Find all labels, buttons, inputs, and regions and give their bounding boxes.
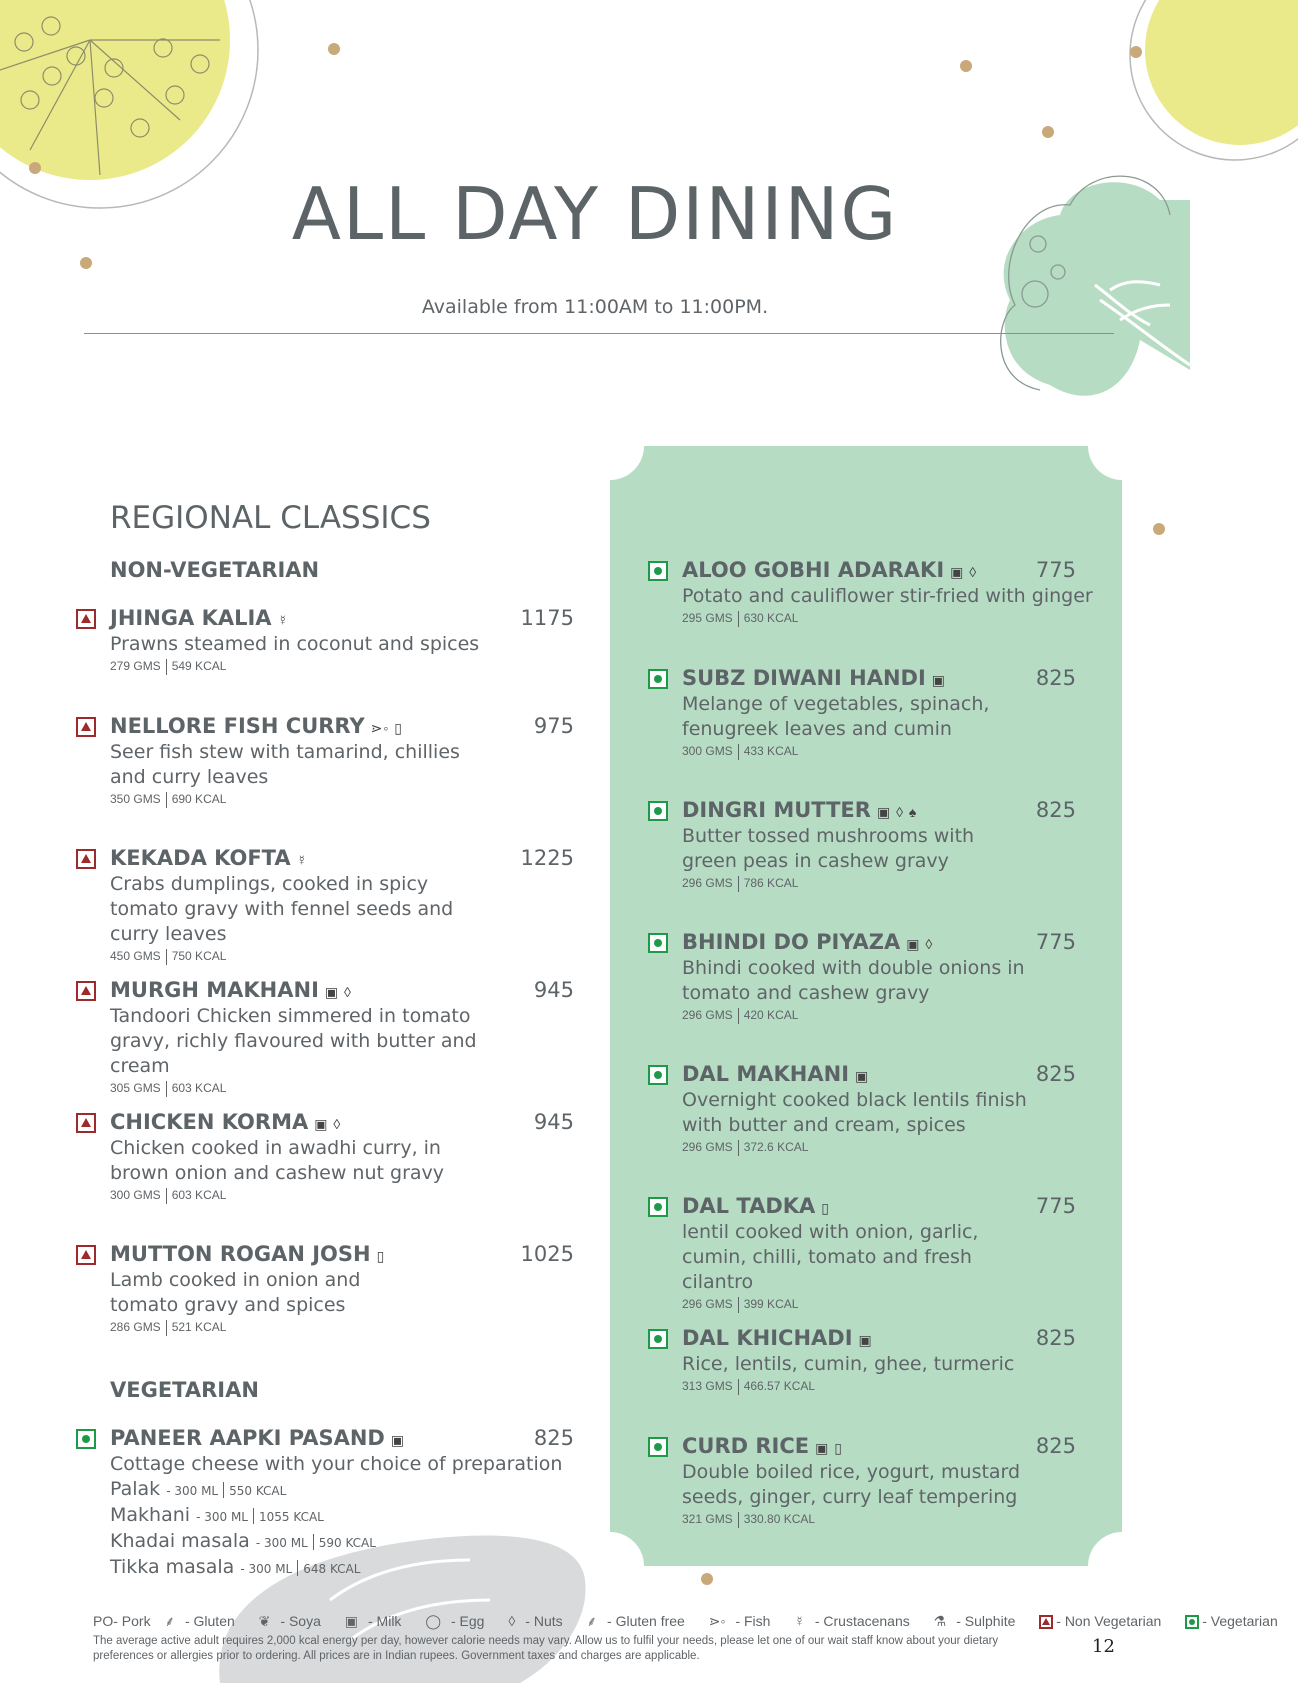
item-nutrition [110, 1081, 574, 1097]
item-weight: 279 GMS [110, 659, 161, 674]
legend-nuts: ◊ - Nuts [508, 1613, 563, 1629]
allergen-icons: ▣ ◊ [314, 1116, 342, 1132]
variant-name: Tikka masala [110, 1556, 235, 1578]
menu-item [682, 666, 1076, 760]
item-weight: 350 GMS [110, 792, 161, 807]
item-calories: 786 KCAL [743, 876, 799, 891]
veg-icon [648, 561, 668, 581]
veg-icon [648, 933, 668, 953]
item-weight: 296 GMS [682, 876, 733, 891]
non-veg-icon [76, 717, 96, 737]
item-price: 1025 [520, 1242, 574, 1266]
variant-name: Palak [110, 1478, 161, 1500]
item-description: Double boiled rice, yogurt, mustard seeds, ginger, curry leaf tempering [682, 1461, 1021, 1508]
allergen-icons: ▯ [821, 1200, 830, 1216]
veg-heading: VEGETARIAN [110, 1378, 259, 1402]
variant-volume: - 300 ML [240, 1562, 293, 1576]
item-weight: 305 GMS [110, 1081, 161, 1096]
non-veg-icon [76, 1245, 96, 1265]
menu-item [110, 714, 574, 808]
soya-icon: ❦ [258, 1613, 271, 1629]
menu-item [682, 1194, 1076, 1313]
item-calories: 603 KCAL [171, 1081, 227, 1096]
item-nutrition [682, 876, 1076, 892]
item-calories: 750 KCAL [171, 949, 227, 964]
item-description: Tandoori Chicken simmered in tomato gravy, richly flavoured with butter and cream [110, 1005, 477, 1077]
variant-row [110, 1477, 574, 1503]
menu-item [110, 1242, 574, 1336]
item-weight: 321 GMS [682, 1512, 733, 1527]
item-nutrition [110, 1320, 574, 1336]
legend-pork: PO- Pork [93, 1613, 151, 1629]
item-description: lentil cooked with onion, garlic, cumin, chilli, tomato and fresh cilantro [682, 1221, 979, 1293]
menu-item [682, 1434, 1076, 1528]
item-description: Seer fish stew with tamarind, chillies and curry leaves [110, 741, 460, 788]
item-name: MURGH MAKHANI [110, 978, 319, 1002]
item-calories: 330.80 KCAL [743, 1512, 816, 1527]
variant-calories: 590 KCAL [318, 1536, 376, 1550]
allergen-icons: ▣ [931, 672, 947, 688]
item-nutrition [682, 1379, 1076, 1395]
allergen-icons: ▣ ◊ ♠ [876, 804, 918, 820]
menu-item [682, 1326, 1076, 1395]
non-veg-icon [76, 981, 96, 1001]
item-nutrition [682, 1297, 1076, 1313]
allergen-legend [93, 1612, 1298, 1631]
non-veg-icon [76, 1113, 96, 1133]
item-price: 945 [533, 1110, 574, 1134]
item-nutrition [110, 659, 574, 675]
item-price: 775 [1035, 930, 1076, 954]
allergen-icons: ⋗◦ ▯ [370, 720, 403, 736]
variant-volume: - 300 ML [166, 1484, 219, 1498]
item-calories: 521 KCAL [171, 1320, 227, 1335]
variant-calories: 648 KCAL [303, 1562, 361, 1576]
item-price: 825 [533, 1426, 574, 1450]
item-name: JHINGA KALIA [110, 606, 272, 630]
item-price: 825 [1035, 1326, 1076, 1350]
item-nutrition [682, 1008, 1076, 1024]
item-calories: 372.6 KCAL [743, 1140, 809, 1155]
item-calories: 420 KCAL [743, 1008, 799, 1023]
item-nutrition [682, 611, 1076, 627]
variant-row [110, 1555, 574, 1581]
allergen-icons: ▣ ◊ [950, 564, 978, 580]
item-description: Cottage cheese with your choice of preparation [110, 1453, 563, 1475]
item-calories: 549 KCAL [171, 659, 227, 674]
item-weight: 450 GMS [110, 949, 161, 964]
legend-egg: ◯ - Egg [425, 1613, 485, 1629]
menu-item [110, 978, 574, 1097]
item-weight: 296 GMS [682, 1008, 733, 1023]
egg-icon: ◯ [425, 1613, 441, 1629]
nonveg-heading: NON-VEGETARIAN [110, 558, 320, 582]
disclaimer-text: The average active adult requires 2,000 kcal energy per day, however calorie needs may vary. Allow us to fulfil your needs, please let one of our wait staff know about your dietary preferences or allergies prior to ordering. All prices are in Indian rupees. Government taxes and charges are applicable. [93, 1635, 999, 1662]
variant-row [110, 1503, 574, 1529]
variant-volume: - 300 ML [196, 1510, 248, 1524]
title-divider [84, 333, 1114, 334]
item-description: Lamb cooked in onion and tomato gravy and spices [110, 1269, 361, 1316]
item-price: 775 [1035, 1194, 1076, 1218]
variant-volume: - 300 ML [255, 1536, 308, 1550]
veg-icon [76, 1429, 96, 1449]
allergen-icons: ▯ [376, 1248, 386, 1264]
item-weight: 313 GMS [682, 1379, 733, 1394]
item-name: CHICKEN KORMA [110, 1110, 309, 1134]
menu-item [110, 606, 574, 675]
menu-item-paneer [110, 1426, 574, 1581]
legend-non-veg: - Non Vegetarian [1039, 1613, 1171, 1629]
allergen-icons: ▣ [855, 1068, 870, 1084]
item-description: Rice, lentils, cumin, ghee, turmeric [682, 1353, 1015, 1375]
item-calories: 399 KCAL [743, 1297, 799, 1312]
veg-icon [648, 801, 668, 821]
item-weight: 286 GMS [110, 1320, 161, 1335]
allergen-icons: ▣ [390, 1432, 406, 1448]
variant-calories: 550 KCAL [229, 1484, 287, 1498]
item-name: CURD RICE [682, 1434, 810, 1458]
menu-item [682, 1062, 1076, 1156]
item-nutrition [682, 744, 1076, 760]
item-description: Chicken cooked in awadhi curry, in brown onion and cashew nut gravy [110, 1137, 445, 1184]
crab-icon: ☿ [794, 1613, 805, 1629]
menu-item [110, 1110, 574, 1204]
variant-calories: 1055 KCAL [259, 1510, 324, 1524]
item-nutrition [682, 1512, 1076, 1528]
item-name: KEKADA KOFTA [110, 846, 291, 870]
item-name: SUBZ DIWANI HANDI [682, 666, 926, 690]
item-description: Butter tossed mushrooms with green peas in cashew gravy [682, 825, 975, 872]
item-nutrition [110, 792, 574, 808]
gluten-free-icon: ⸙ [586, 1613, 598, 1629]
menu-item [682, 798, 1076, 892]
veg-icon [648, 669, 668, 689]
item-name: DAL TADKA [682, 1194, 816, 1218]
flask-icon: ⚗ [933, 1613, 947, 1629]
item-nutrition [682, 1140, 1076, 1156]
item-calories: 690 KCAL [171, 792, 227, 807]
legend-fish: ⋗◦ - Fish [708, 1613, 771, 1629]
non-veg-icon [76, 609, 96, 629]
item-weight: 295 GMS [682, 611, 733, 626]
item-weight: 296 GMS [682, 1140, 733, 1155]
item-description: Crabs dumplings, cooked in spicy tomato gravy with fennel seeds and curry leaves [110, 873, 454, 945]
item-price: 975 [533, 714, 574, 738]
item-name: PANEER AAPKI PASAND [110, 1426, 385, 1450]
item-price: 825 [1035, 1062, 1076, 1086]
legend-veg: - Vegetarian [1185, 1613, 1288, 1629]
wheat-icon: ⸙ [164, 1613, 175, 1629]
item-price: 1225 [520, 846, 574, 870]
item-description: Bhindi cooked with double onions in tomato and cashew gravy [682, 957, 1025, 1004]
legend-milk: ▣ - Milk [344, 1613, 402, 1629]
item-price: 825 [1035, 666, 1076, 690]
veg-icon [648, 1065, 668, 1085]
variant-name: Makhani [110, 1504, 191, 1526]
item-price: 825 [1035, 1434, 1076, 1458]
variant-row [110, 1529, 574, 1555]
legend-crustaceans: ☿ - Crustacenans [794, 1613, 910, 1629]
item-price: 1175 [520, 606, 574, 630]
menu-item [110, 846, 574, 965]
item-description: Prawns steamed in coconut and spices [110, 633, 480, 655]
non-veg-icon [76, 849, 96, 869]
legend-sulphite: ⚗ - Sulphite [933, 1613, 1016, 1629]
item-name: ALOO GOBHI ADARAKI [682, 558, 945, 582]
milk-icon: ▣ [344, 1613, 358, 1629]
veg-icon [1185, 1615, 1199, 1629]
item-weight: 296 GMS [682, 1297, 733, 1312]
section-title: REGIONAL CLASSICS [110, 500, 431, 536]
veg-icon [648, 1197, 668, 1217]
variant-name: Khadai masala [110, 1530, 250, 1552]
item-price: 945 [533, 978, 574, 1002]
page-number: 12 [1092, 1636, 1115, 1657]
legend-soya: ❦ - Soya [258, 1613, 321, 1629]
item-weight: 300 GMS [682, 744, 733, 759]
item-description: Potato and cauliflower stir-fried with ginger [682, 585, 1093, 607]
menu-item [682, 558, 1093, 627]
item-name: BHINDI DO PIYAZA [682, 930, 901, 954]
availability-note: Available from 11:00AM to 11:00PM. [421, 296, 769, 318]
item-calories: 466.57 KCAL [743, 1379, 816, 1394]
item-price: 825 [1035, 798, 1076, 822]
allergen-icons: ☿ [296, 852, 309, 868]
item-nutrition [110, 1188, 574, 1204]
item-calories: 630 KCAL [743, 611, 799, 626]
item-calories: 433 KCAL [743, 744, 799, 759]
menu-item [682, 930, 1076, 1024]
allergen-icons: ☿ [277, 612, 290, 628]
veg-icon [648, 1329, 668, 1349]
item-name: DINGRI MUTTER [682, 798, 871, 822]
item-name: MUTTON ROGAN JOSH [110, 1242, 371, 1266]
allergen-icons: ▣ ◊ [906, 936, 934, 952]
item-calories: 603 KCAL [171, 1188, 227, 1203]
item-name: DAL MAKHANI [682, 1062, 850, 1086]
non-veg-icon [1039, 1615, 1053, 1629]
legend-gluten: ⸙ - Gluten [164, 1613, 235, 1629]
allergen-icons: ▣ ▯ [815, 1440, 843, 1456]
legend-gluten-free: ⸙ - Gluten free [586, 1613, 685, 1629]
nut-icon: ◊ [508, 1613, 516, 1629]
lemon-slice-right-illustration [1130, 0, 1298, 160]
item-name: NELLORE FISH CURRY [110, 714, 365, 738]
page-title: ALL DAY DINING [291, 172, 899, 256]
fish-icon: ⋗◦ [708, 1613, 726, 1629]
item-weight: 300 GMS [110, 1188, 161, 1203]
allergen-icons: ▣ [858, 1332, 873, 1348]
item-name: DAL KHICHADI [682, 1326, 853, 1350]
item-description: Overnight cooked black lentils finish with butter and cream, spices [682, 1089, 1027, 1136]
veg-icon [648, 1437, 668, 1457]
allergen-icons: ▣ ◊ [324, 984, 352, 1000]
item-nutrition [110, 949, 574, 965]
item-price: 775 [1035, 558, 1076, 582]
item-description: Melange of vegetables, spinach, fenugreek leaves and cumin [682, 693, 990, 740]
